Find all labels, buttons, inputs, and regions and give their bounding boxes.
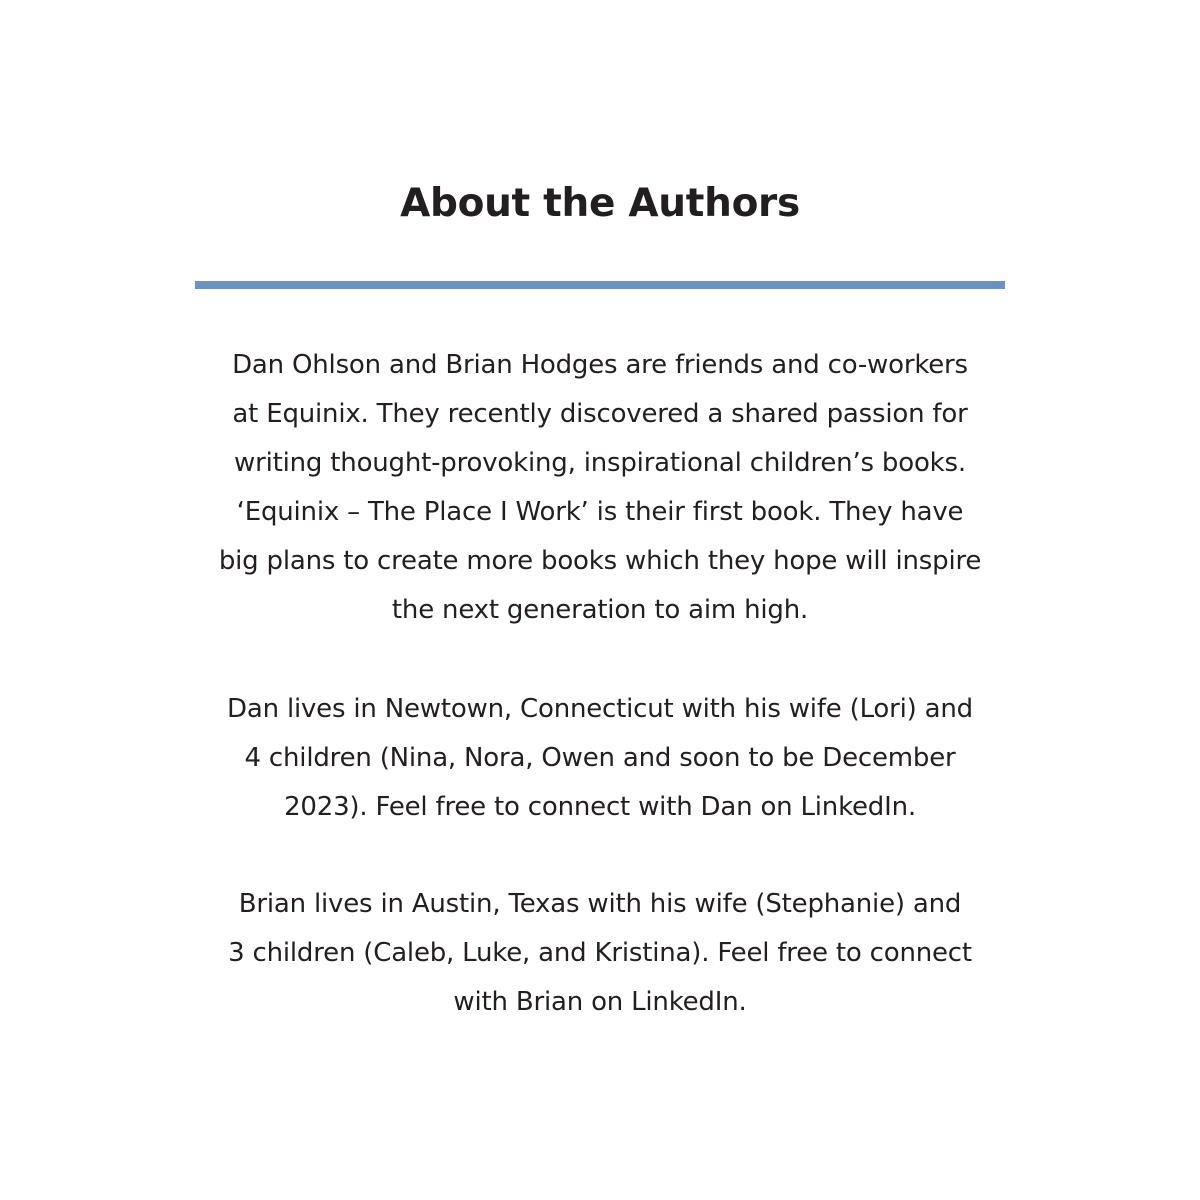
title-divider <box>195 281 1005 289</box>
paragraph-line: Dan lives in Newtown, Connecticut with his wife (Lori) and <box>227 694 973 724</box>
paragraph-line: with Brian on LinkedIn. <box>453 987 747 1017</box>
paragraph-line: 4 children (Nina, Nora, Owen and soon to be December <box>244 743 956 773</box>
paragraph-line: 2023). Feel free to connect with Dan on LinkedIn. <box>284 792 916 822</box>
paragraph-line: writing thought-provoking, inspirational children’s books. <box>234 448 966 478</box>
paragraph-line: big plans to create more books which they hope will inspire <box>218 546 982 576</box>
dan-bio-paragraph <box>180 685 1020 832</box>
intro-paragraph <box>180 341 1020 635</box>
paragraph-line: Dan Ohlson and Brian Hodges are friends and co-workers <box>232 350 968 380</box>
paragraph-line: the next generation to aim high. <box>391 595 809 625</box>
paragraph-line: Brian lives in Austin, Texas with his wife (Stephanie) and <box>238 889 962 919</box>
brian-bio-paragraph <box>180 880 1020 1027</box>
paragraph-line: ‘Equinix – The Place I Work’ is their first book. They have <box>236 497 964 527</box>
paragraph-line: 3 children (Caleb, Luke, and Kristina). Feel free to connect <box>228 938 972 968</box>
paragraph-line: at Equinix. They recently discovered a shared passion for <box>232 399 968 429</box>
page-title: About the Authors <box>400 181 800 226</box>
